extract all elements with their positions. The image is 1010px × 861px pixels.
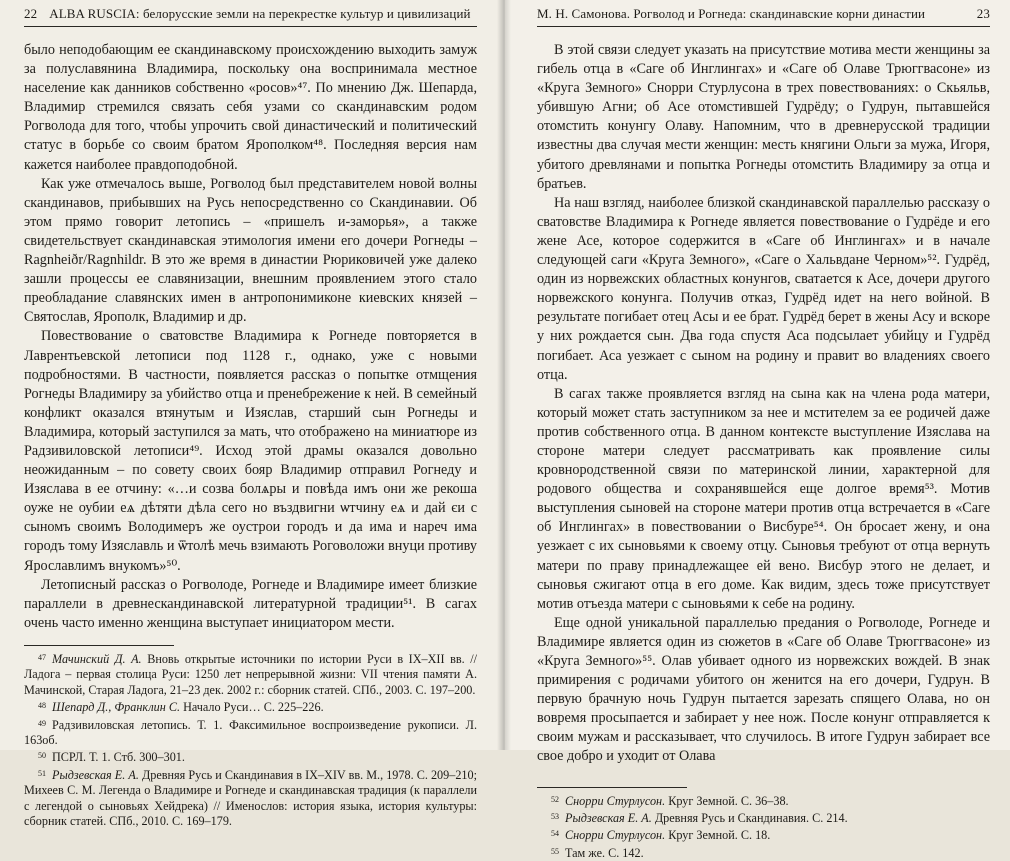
- paragraph: было неподобающим ее скандинавскому происхождению выходить замуж за полуславянина Владимира, поскольку она воспринимала местное население как данников собственно «росов»⁴⁷. По мнению Дж. Шепарда, Владимир стремился связать себя узами со скандинавским родом Рогволода для того, чтобы упрочить свой династический и политический статус в борьбе со своим братом Ярополком⁴⁸. Последняя версия нам кажется наиболее правдоподобной.: [24, 42, 477, 173]
- paragraph: В сагах также проявляется взгляд на сына как на члена рода матери, который может стать заступником за нее и мстителем за ее родичей даже против собственного отца. В данном контексте выступление Изяслава на стороне матери следует рассматривать как проявление силы кровнородственной связи по материнской линии, характерной для родового общества и сохранявшейся еще долгое время⁵³. Мотив выступления сыновей на стороне матери против отца встречается в «Саге об Инглингах» в повествовании о Висбуре⁵⁴. Он бросает жену, и она уезжает с их сыновьями к своему отцу. Сыновья требуют от отца вернуть матери по праву принадлежащее ей вено. Висбур этого не делает, и сыновья сжигают отца в его доме. Как видим, здесь тоже присутствует мотив отъезда матери с сыновьями к себе на родину.: [537, 385, 990, 612]
- right-page-body: [537, 41, 990, 767]
- book-gutter-shadow: [497, 0, 511, 750]
- footnote: $^{51}$ Рыдзевская Е. А. Древняя Русь и Скандинавия в IX–XIV вв. М., 1978. С. 209–210; Михеев С. М. Легенда о Владимире и Рогнеде и скандинавская традиция (к параллели с легендой о сыновьях Хейдрека) // Именослов: история языка, история культуры: сборник статей. СПб., 2010. С. 169–179.: [24, 767, 477, 828]
- footnote: $^{52}$ Снорри Стурлусон. Круг Земной. С. 36–38.: [551, 793, 789, 808]
- running-head: М. Н. Самонова. Рогволод и Рогнеда: скандинавские корни династии: [537, 6, 926, 21]
- paragraph: Как уже отмечалось выше, Рогволод был представителем новой волны скандинавов, прибывших на Русь непосредственно со Скандинавии. Об этом прямо говорит летопись – «пришелъ и-заморья», а также свидетельствует скандинавская этимология имени его дочери Рогнеды – Ragnheiðr/Ragnhildr. В это же время в династии Рюриковичей уже далеко зашли процессы ее славянизации, внешним проявлением этого стало преобладание славянских имен в антропонимиконе киевских князей – Святослав, Ярополк, Владимир и др.: [24, 175, 477, 326]
- paragraph: В этой связи следует указать на присутствие мотива мести женщины за гибель отца в «Саге об Инглингах» и «Саге об Олаве Трюггвасоне» из «Круга Земного» Снорри Стурлусона в трех повествованиях: о Скьяльв, убившую Агни; об Асе отомстившей Гудрёду; о Гудрун, пытавшейся отомстить конунгу Олаву. Напомним, что в древнерусской традиции известны два случая мести женщин: месть княгини Ольги за мужа, Игоря, убитого древлянами и попытка Рогнеды отомстить Владимиру за отца и братьев.: [537, 42, 990, 192]
- paragraph: Летописный рассказ о Рогволоде, Рогнеде и Владимире имеет близкие параллели в древнескандинавской литературной традиции⁵¹. В сагах очень часто именно женщина выступает инициатором мести.: [24, 576, 477, 631]
- footnote: $^{55}$ Там же. С. 142.: [551, 845, 644, 860]
- left-page-body: [24, 41, 477, 633]
- footnotes: [24, 650, 477, 829]
- left-page: [0, 0, 503, 828]
- footnote: $^{48}$ Шепард Д., Франклин С. Начало Руси… С. 225–226.: [38, 700, 324, 715]
- footnote: $^{54}$ Снорри Стурлусон. Круг Земной. С. 18.: [551, 828, 771, 843]
- paragraph: Повествование о сватовстве Владимира к Рогнеде повторяется в Лаврентьевской летописи под 1128 г., однако, уже с новыми подробностями. В частности, появляется рассказ о попытке отмщения Рогнеды Владимиру за убийство отца и пренебрежение к ней. В семейный конфликт оказался втянутым и Изяслав, старший сын Рогнеды и Владимира, который заступился за мать, что отображено на миниатюре из Радзивиловской летописи⁴⁹. Исход этой драмы оказался довольно неожиданным – по совету своих бояр Владимир отправил Рогнеду и Изяслава в ее отчину: «…и созва болѧры и повѣда имъ они же рекоша оуже не оубии еѧ дѣтяти дѣла сего но въздвигни ѡтчину еѧ и дай єи с сыномъ своимъ Володимеръ же оустрои городъ и да има и нареч има городъ тому Изяславль и ѿтолѣ мечь взимають Роговоложи внуци противу Ярославлимъ внукомъ»⁵⁰.: [24, 328, 477, 574]
- right-page: [503, 0, 1010, 860]
- footnote-separator: [24, 645, 174, 646]
- footnotes: [537, 792, 990, 861]
- footnote: $^{49}$ Радзивиловская летопись. Т. 1. Факсимильное воспроизведение рукописи. Л. 163об.: [24, 717, 477, 747]
- paragraph: На наш взгляд, наиболее близкой скандинавской параллелью рассказу о сватовстве Владимира к Рогнеде является повествование о Гудрёде и его жене Асе, которое содержится в «Саге об Инглингах» и в начале следующей саги «Круга Земного», «Саге о Хальвдане Черном»⁵². Гудрёд, один из норвежских областных конунгов, сватается к Асе, дочери другого норвежского конунга. Получив отказ, Гудрёд идет на него войной. В результате погибает отец Асы и ее брат. Гудрёд берет в жены Асу и вскоре у них рождается сын. Два года спустя Аса подсылает убийцу и Гудрёд погибает. Аса уезжает с сыном на родину и правит во владениях своего отца.: [537, 194, 990, 383]
- left-page-header: [24, 0, 477, 27]
- paragraph: Еще одной уникальной параллелью предания о Рогволоде, Рогнеде и Владимире является один из сюжетов в «Саге об Олаве Трюггвасоне» из «Круга Земного»⁵⁵. Олав убивает одного из норвежских вождей. В знак примирения с родичами убитого он женится на его дочери, Гудрун. В первую брачную ночь Гудрун пытается зарезать спящего Олава, но он вовремя просыпается и забирает у нее нож. После конунг отправляется к своим мужам и рассказывает, что случилось. В итоге Гудрун забирает все свое добро и уходит от Олава: [537, 614, 990, 765]
- footnote-separator: [537, 787, 687, 788]
- footnote: $^{50}$ ПСРЛ. Т. 1. Стб. 300–301.: [38, 750, 185, 765]
- page-number: 22: [24, 6, 38, 21]
- right-page-header: [537, 0, 990, 27]
- page-number: 23: [976, 6, 990, 21]
- footnote: $^{53}$ Рыдзевская Е. А. Древняя Русь и Скандинавия. С. 214.: [551, 810, 848, 825]
- footnote: $^{47}$ Мачинский Д. А. Вновь открытые источники по истории Руси в IX–XII вв. // Ладога – первая столица Руси: 1250 лет непрерывной жизни: VII чтения памяти А. Мачинской, Старая Ладога, 21–23 дек. 2002 г.: сборник статей. СПб., 2003. С. 197–200.: [24, 651, 477, 697]
- running-head: ALBA RUSCIA: белорусские земли на перекрестке культур и цивилизаций: [49, 6, 471, 21]
